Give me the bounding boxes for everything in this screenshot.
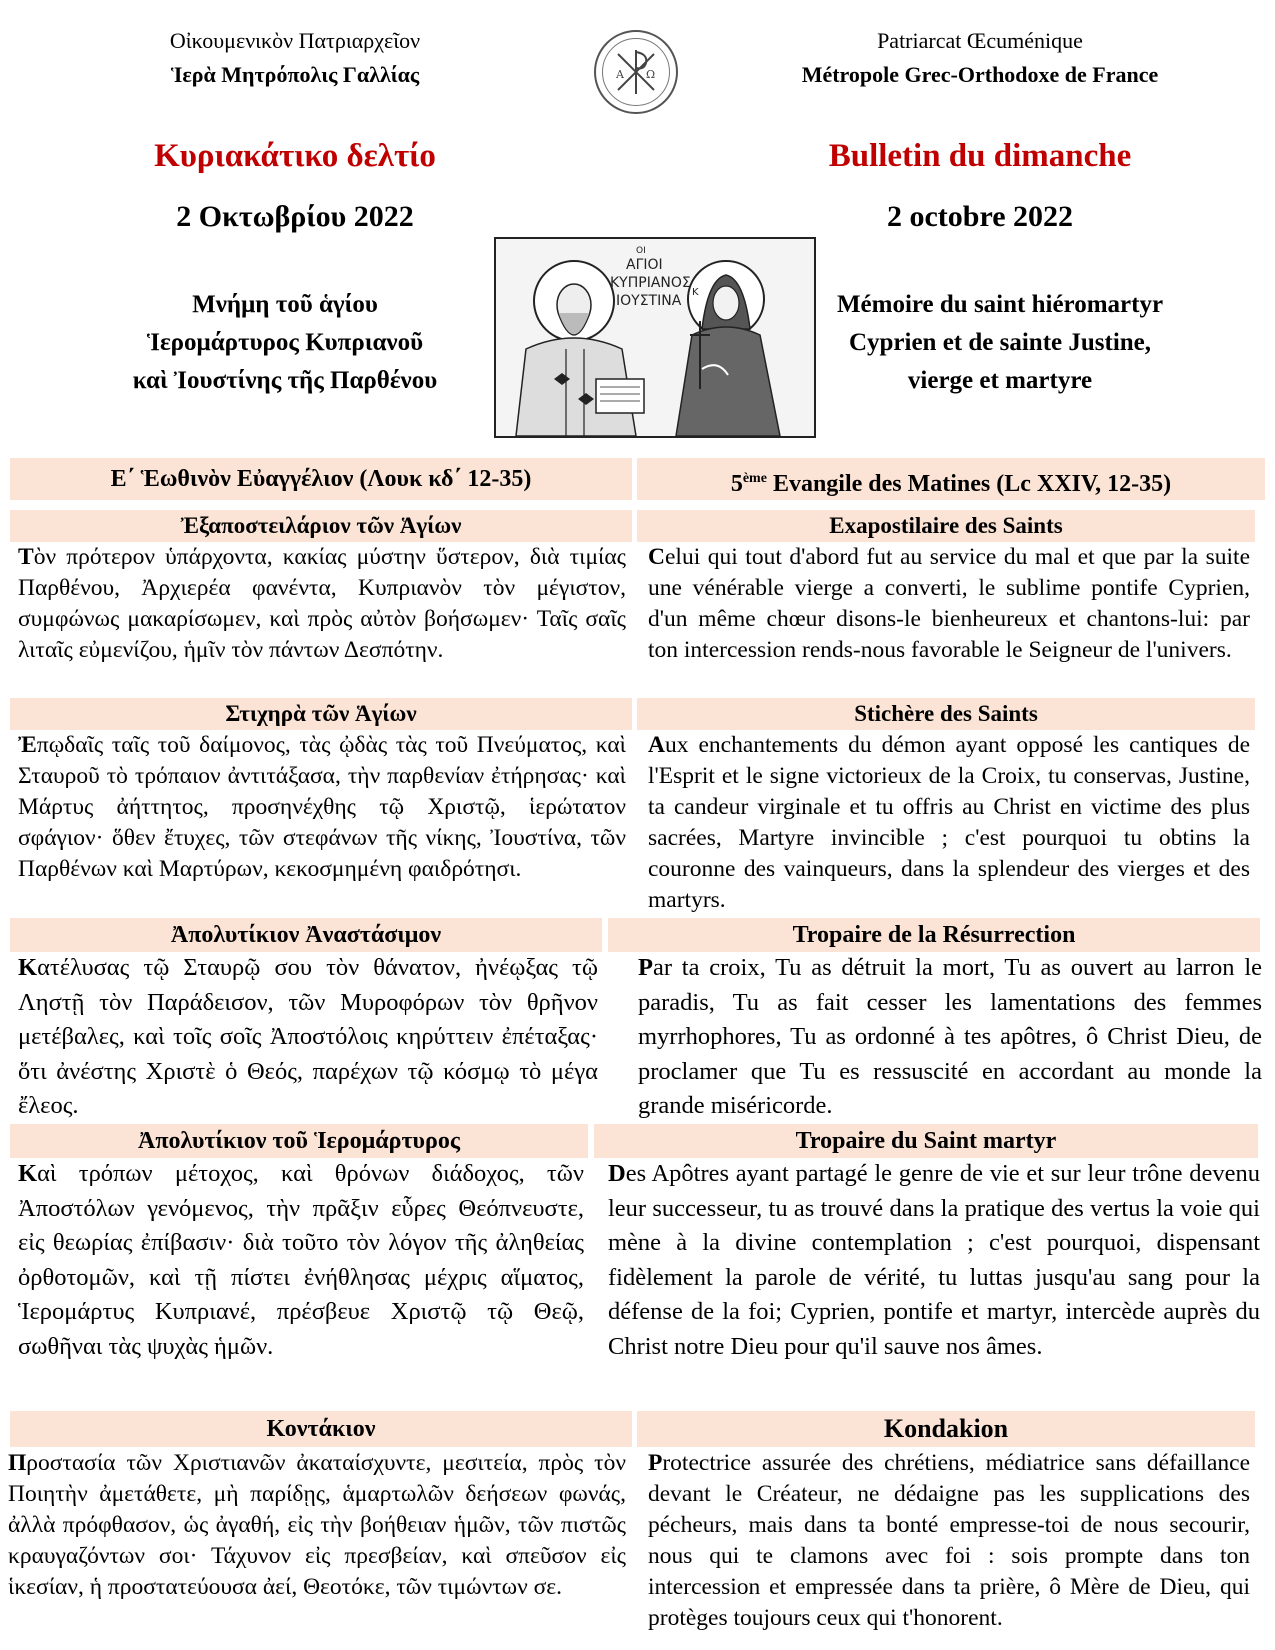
memory-greek (80, 286, 490, 400)
drop-initial: P (648, 1450, 663, 1476)
memory-french (800, 286, 1200, 400)
chi-rho-icon (608, 44, 664, 100)
icon-inscription-line: Κ (692, 287, 699, 298)
memory-greek-line: Ἱερομάρτυρος Κυπριανοῦ (146, 329, 424, 356)
gospel-heading-french (637, 458, 1265, 500)
svg-text:Ω: Ω (646, 68, 656, 81)
drop-initial: A (648, 732, 665, 758)
drop-initial: D (608, 1160, 626, 1187)
hymn-text: ar ta croix, Tu as détruit la mort, Tu as ouvert au larron le paradis, Tu as fait cesser les lamentations des femmes myrrhophores, Tu as ordonné à tes apôtres, ô Christ Dieu, de proclamer que Tu es ressuscité en accordant au monde la grande miséricorde. (638, 954, 1262, 1119)
hymn-text: ux enchantements du démon ayant opposé les cantiques de l'Esprit et le signe victorieux de la Croix, tu conservas, Justine, ta candeur virginale et tu offris au Christ en victime des plus sacrées, Martyre invincible ; c'est pourquoi tu obtins la couronne des vainqueurs, dans la splendeur des vierges et des martyrs. (648, 732, 1250, 913)
section-text-french (608, 1157, 1260, 1364)
hymn-text: es Apôtres ayant partagé le genre de vie et sur leur trône devenu leur successeur, tu as trouvé dans la pratique des vertus la voie qui mène à la divine contemplation ; c'est pourquoi, dispensant fidèlement la parole de vérité, tu luttas jusqu'au sang pour la défense de la foi; Cyprien, pontife et martyr, intercède auprès du Christ notre Dieu pour qu'il sauve nos âmes. (608, 1160, 1260, 1360)
gospel-ordinal-suffix: ème (742, 471, 767, 486)
svg-text:Α: Α (616, 68, 624, 81)
section-heading-greek: Στιχηρὰ τῶν Ἁγίων (10, 698, 632, 730)
section-text-greek (8, 1448, 626, 1603)
section-text-french (648, 730, 1250, 916)
section-text-french (648, 542, 1250, 666)
title-french: Bulletin du dimanche (828, 138, 1132, 174)
date-french: 2 octobre 2022 (886, 200, 1074, 233)
header-left-line2: Ἱερὰ Μητρόπολις Γαλλίας (170, 62, 420, 87)
header-right-line2: Métropole Grec-Orthodoxe de France (801, 62, 1159, 87)
header-right-line1: Patriarcat Œcuménique (877, 28, 1083, 53)
section-text-greek (18, 1157, 584, 1364)
drop-initial: Τ (18, 544, 34, 570)
hymn-text: ατέλυσας τῷ Σταυρῷ σου τὸν θάνατον, ἠνέῳξας τῷ Ληστῇ τὸν Παράδεισον, τῶν Μυροφόρων τὸν θρῆνον μετέβαλες, καὶ τοῖς σοῖς Ἀποστόλοις κηρύττειν ἐπέταξας· ὅτι ἀνέστης Χριστὲ ὁ Θεός, παρέχων τῷ κόσμῳ τὸ μέγα ἔλεος. (18, 954, 598, 1119)
memory-greek-line: Μνήμη τοῦ ἁγίου (192, 291, 378, 318)
hymn-text: rotectrice assurée des chrétiens, médiatrice sans défaillance devant le Créateur, ne dédaigne pas les supplications des pécheurs, mais dans ta bonté empresse-toi de nous secourir, nous qui te clamons avec foi : sois prompte dans ton intercession et empressée dans ta prière, ô Mère de Dieu, qui protèges toujours ceux qui t'honorent. (648, 1450, 1250, 1631)
gospel-number: 5 (730, 471, 743, 497)
memory-greek-line: καὶ Ἰουστίνης τῆς Παρθένου (132, 367, 438, 394)
memory-french-line: vierge et martyre (907, 367, 1093, 394)
drop-initial: Κ (18, 954, 38, 981)
drop-initial: C (648, 544, 665, 570)
section-text-greek (18, 542, 626, 666)
section-heading-french: Stichère des Saints (637, 698, 1255, 730)
icon-inscription-line: ΙΟΥΣΤΙΝΑ (616, 293, 682, 309)
section-heading-greek: Ἀπολυτίκιον τοῦ Ἱερομάρτυρος (10, 1124, 588, 1158)
section-heading-greek: Ἐξαποστειλάριον τῶν Ἁγίων (10, 510, 632, 542)
section-heading-french: Tropaire de la Résurrection (608, 918, 1260, 952)
drop-initial: Κ (18, 1160, 38, 1187)
gospel-heading-greek: Ε΄ Ἑωθινὸν Εὐαγγέλιον (Λουκ κδ΄ 12-35) (10, 458, 632, 500)
header-left-line1: Οἰκουμενικὸν Πατριαρχεῖον (169, 28, 421, 53)
section-text-french (638, 951, 1262, 1124)
section-text-greek (18, 730, 626, 885)
drop-initial: Ἐ (18, 732, 37, 758)
section-text-greek (18, 951, 598, 1124)
memory-french-line: Mémoire du saint hiéromartyr (836, 291, 1164, 318)
section-heading-greek: Ἀπολυτίκιον Ἀναστάσιμον (10, 918, 602, 952)
section-heading-french: Kondakion (637, 1411, 1255, 1447)
drop-initial: Π (8, 1450, 27, 1476)
icon-inscription-line: ΟΙ (636, 246, 646, 256)
section-heading-greek: Κοντάκιον (10, 1411, 632, 1447)
section-heading-french: Exapostilaire des Saints (637, 510, 1255, 542)
hymn-text: ὸν πρότερον ὑπάρχοντα, κακίας μύστην ὕστερον, διὰ τιμίας Παρθένου, Ἀρχιερέα φανέντα, Κυπριανὸν τὸν μέγιστον, συμφώνως μακαρίσωμεν, καὶ πρὸς αὐτὸν βοήσωμεν· Ταῖς σαῖς λιταῖς εὐμενίζου, ἡμῖν τὸν πάντων Δεσπότην. (18, 544, 626, 663)
hymn-text: αὶ τρόπων μέτοχος, καὶ θρόνων διάδοχος, τῶν Ἀποστόλων γενόμενος, τὴν πρᾶξιν εὗρες Θεόπνευστε, εἰς θεωρίας ἐπίβασιν· διὰ τοῦτο τὸν λόγον τῆς ἀληθείας ὀρθοτομῶν, καὶ τῇ πίστει ἐνήθλησας μέχρις αἵματος, Ἱερομάρτυς Κυπριανέ, πρέσβευε Χριστῷ τῷ Θεῷ, σωθῆναι τὰς ψυχὰς ἡμῶν. (18, 1160, 584, 1360)
hymn-text: elui qui tout d'abord fut au service du mal et que par la suite une vénérable vierge a converti, le sublime pontife Cyprien, d'un même chœur disons-le bienheureux et chantons-lui: par ton intercession rends-nous favorable le Seigneur de l'univers. (648, 544, 1250, 663)
memory-french-line: Cyprien et de sainte Justine, (848, 329, 1152, 356)
hymn-text: πῳδαῖς ταῖς τοῦ δαίμονος, τὰς ᾠδὰς τὰς τοῦ Πνεύματος, καὶ Σταυροῦ τὸ τρόπαιον ἀντιτάξασα, τὴν παρθενίαν ἐτήρησας· καὶ Μάρτυς ἀήττητος, προσηνέχθης τῷ Χριστῷ, ἱερώτατον σφάγιον· ὅθεν ἔτυχες, τῶν στεφάνων τῆς νίκης, Ἰουστίνα, τῶν Παρθένων καὶ Μαρτύρων, κεκοσμημένη φαιδρότησι. (18, 732, 626, 882)
patriarchate-seal-logo (594, 30, 678, 114)
section-text-french (648, 1448, 1250, 1634)
drop-initial: P (638, 954, 653, 981)
section-heading-french: Tropaire du Saint martyr (594, 1124, 1258, 1158)
hymn-text: ροστασία τῶν Χριστιανῶν ἀκαταίσχυντε, μεσιτεία, πρὸς τὸν Ποιητὴν ἀμετάθετε, μὴ παρίδῃς, ἁμαρτωλῶν δεήσεων φωνάς, ἀλλὰ πρόφθασον, ὡς ἀγαθή, εἰς τὴν βοήθειαν ἡμῶν, τῶν πιστῶς κραυγαζόντων σοι· Τάχυνον εἰς πρεσβείαν, καὶ σπεῦσον εἰς ἱκεσίαν, ἡ προστατεύουσα ἀεί, Θεοτόκε, τῶν τιμώντων σε. (8, 1450, 626, 1600)
icon-inscription-line: ΚΥΠΡΙΑΝΟΣ (610, 275, 691, 291)
date-greek: 2 Οκτωβρίου 2022 (176, 200, 414, 233)
gospel-title: Evangile des Matines (Lc XXIV, 12-35) (766, 471, 1172, 497)
saints-icon-image (494, 237, 816, 438)
icon-inscription-line: ΑΓΙΟΙ (626, 257, 663, 273)
title-greek: Κυριακάτικο δελτίο (154, 138, 436, 174)
